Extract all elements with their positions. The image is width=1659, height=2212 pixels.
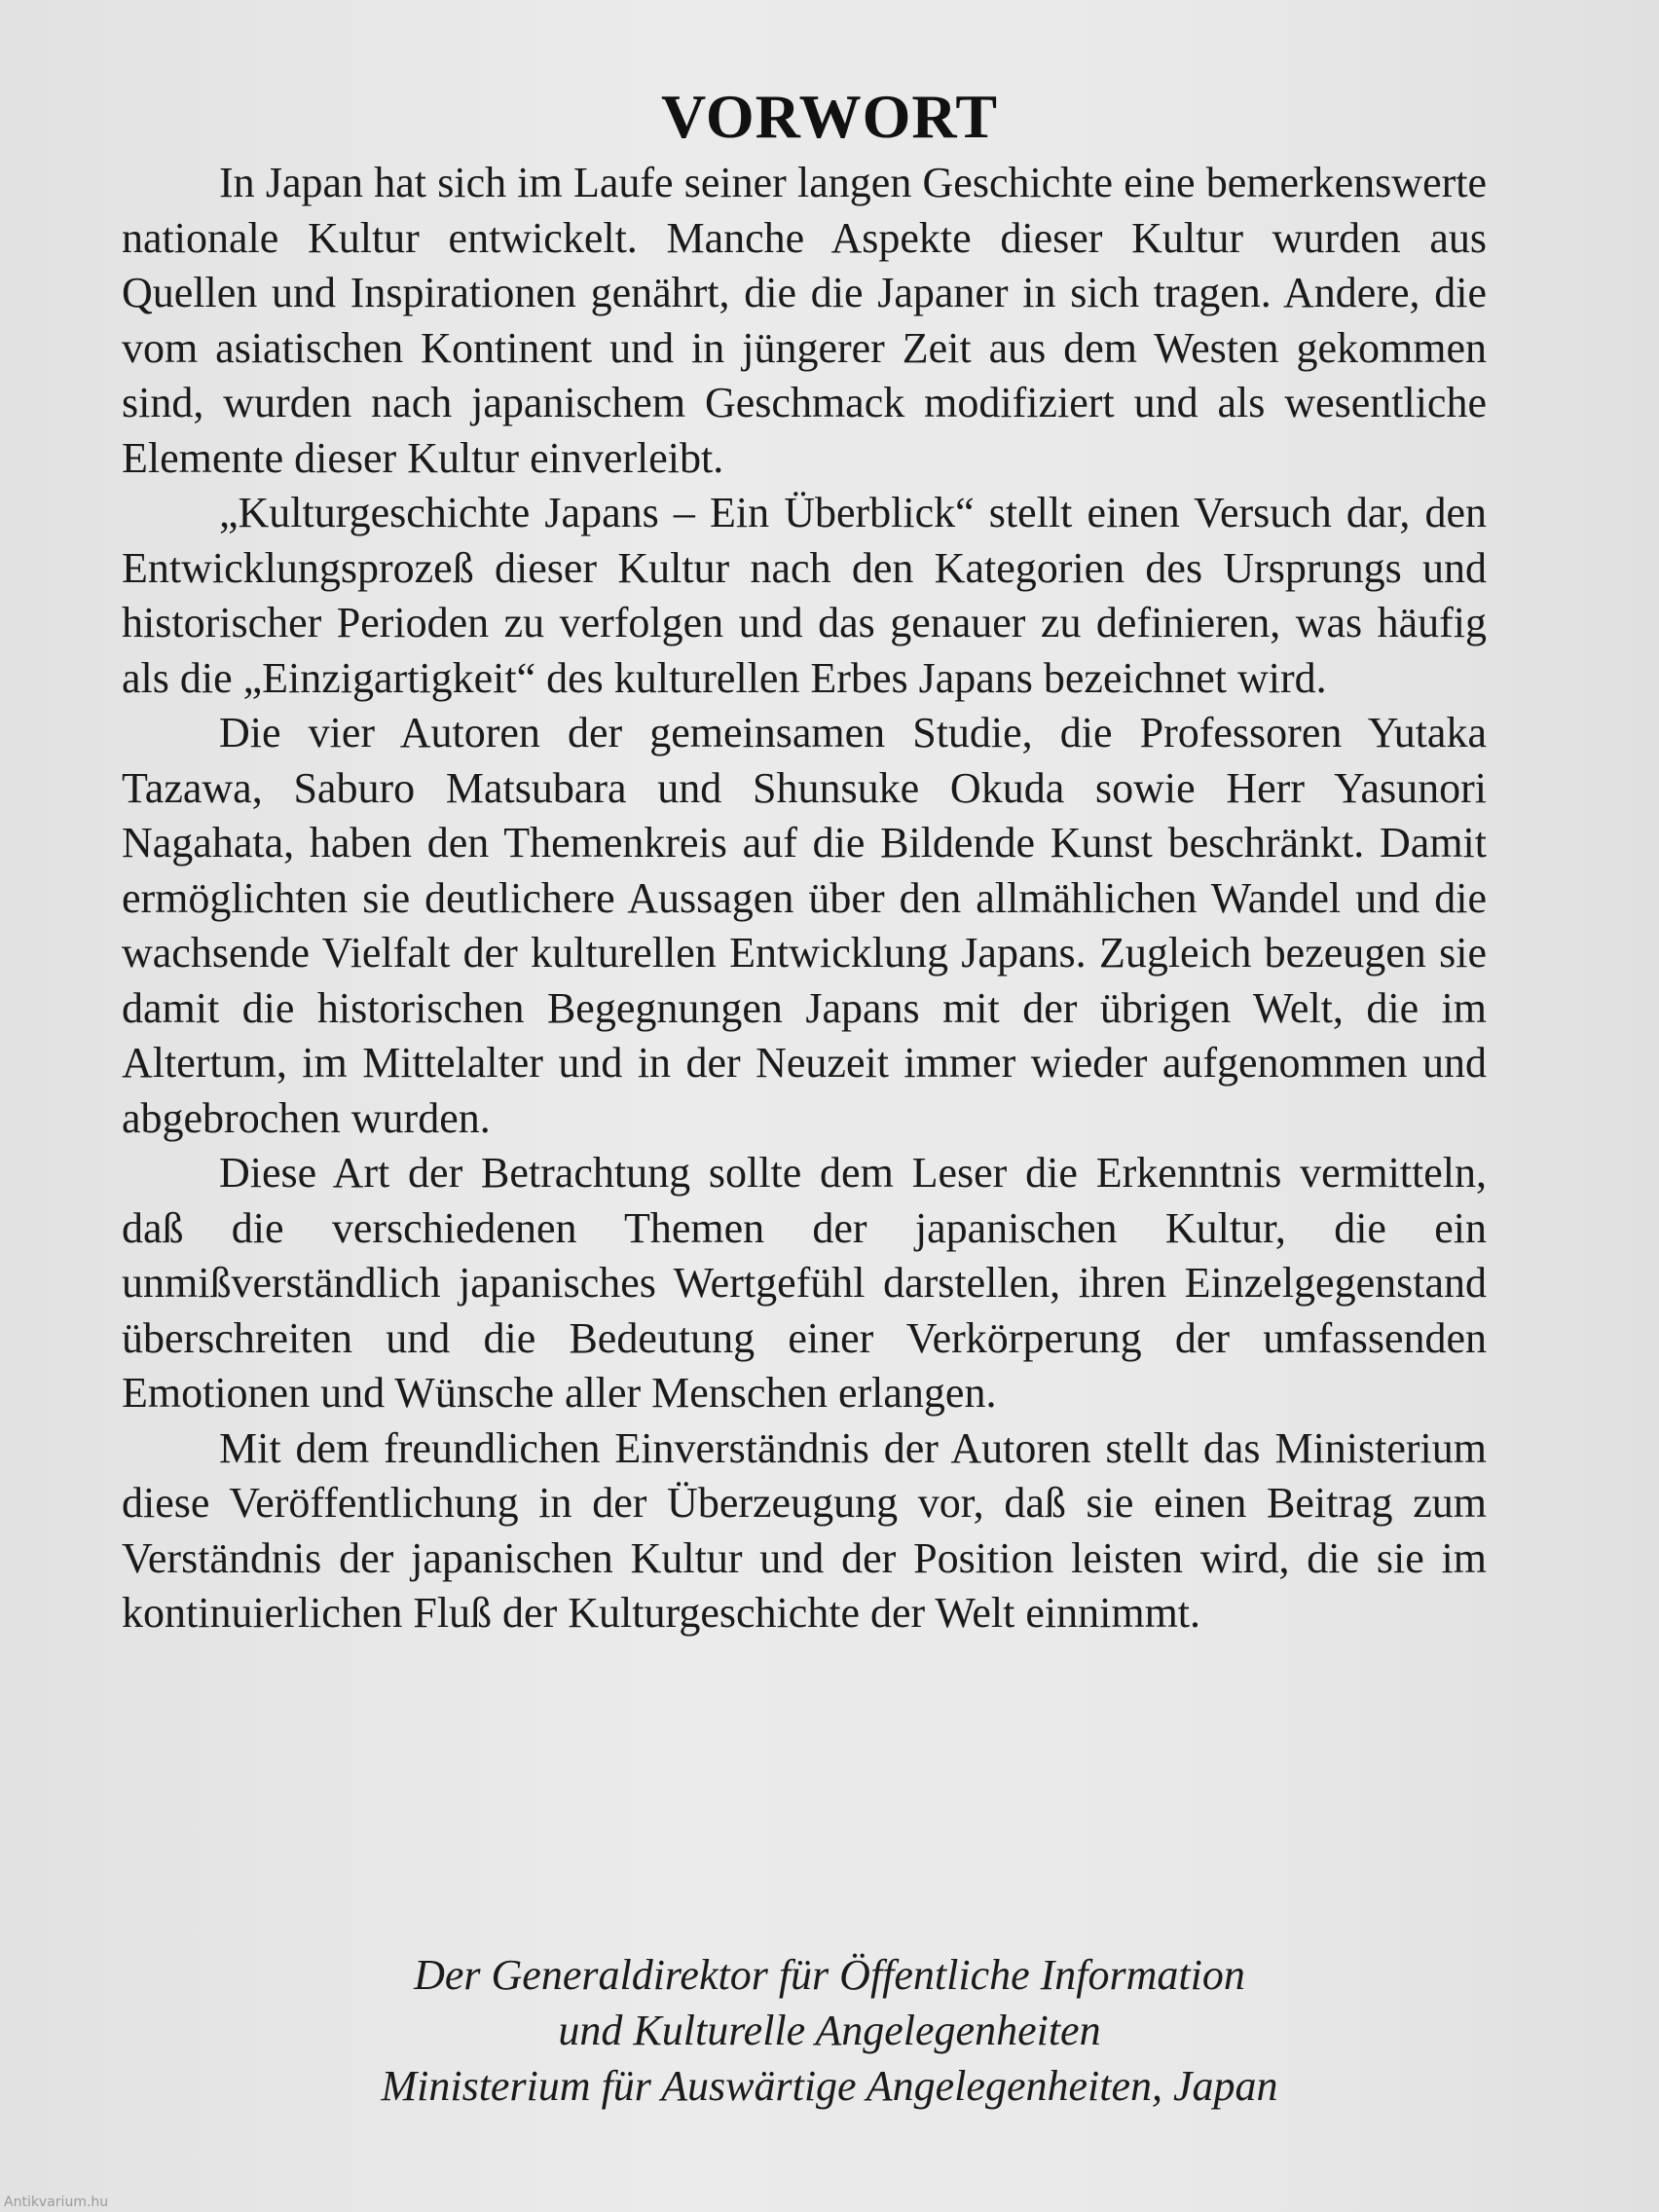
paragraph-3: Die vier Autoren der gemeinsamen Studie, die Professoren Yutaka Tazawa, Saburo Matsubara und Shunsuke Okuda sowie Herr Yasunori Nagahata, haben den Themenkreis auf die Bildende Kunst beschränkt. Damit ermöglichten sie deutlichere Aussagen über den allmählichen Wandel und die wachsende Vielfalt der kulturellen Entwicklung Japans. Zugleich bezeugen sie damit die historischen Begegnungen Japans mit der übrigen Welt, die im Altertum, im Mittelalter und in der Neuzeit immer wieder aufgenommen und abgebrochen wurden. xyxy=(122,709,1487,1142)
signature-line-1: Der Generaldirektor für Öffentliche Information xyxy=(414,1951,1245,1999)
paragraph-5: Mit dem freundlichen Einverständnis der Autoren stellt das Ministerium diese Veröffentlichung in der Überzeugung vor, daß sie einen Beitrag zum Verständnis der japanischen Kultur und der Position leisten wird, die sie im kontinuierlichen Fluß der Kulturgeschichte der Welt einnimmt. xyxy=(122,1423,1487,1637)
paragraph-1: In Japan hat sich im Laufe seiner langen Geschichte eine bemerkenswerte nationale Kultur entwickelt. Manche Aspekte dieser Kultur wurden aus Quellen und Inspirationen genährt, die die Japaner in sich tragen. Andere, die vom asiatischen Kontinent und in jüngerer Zeit aus dem Westen gekommen sind, wurden nach japanischem Geschmack modifiziert und als wesentliche Elemente dieser Kultur einverleibt. xyxy=(122,159,1487,482)
page-title: VORWORT xyxy=(660,82,999,151)
watermark: Antikvarium.hu xyxy=(4,2194,109,2210)
signature-line-3: Ministerium für Auswärtige Angelegenheiten, Japan xyxy=(381,2062,1278,2110)
signature-block xyxy=(0,1947,1659,2114)
paragraph-4: Diese Art der Betrachtung sollte dem Leser die Erkenntnis vermitteln, daß die verschiedenen Themen der japanischen Kultur, die ein unmißverständlich japanisches Wertgefühl darstellen, ihren Einzelgegenstand überschreiten und die Bedeutung einer Verkörperung der umfassenden Emotionen und Wünsche aller Menschen erlangen. xyxy=(122,1149,1487,1417)
paragraph-2: „Kulturgeschichte Japans – Ein Überblick“ stellt einen Versuch dar, den Entwicklungsprozeß dieser Kultur nach den Kategorien des Ursprungs und historischer Perioden zu verfolgen und das genauer zu definieren, was häufig als die „Einzigartigkeit“ des kulturellen Erbes Japans bezeichnet wird. xyxy=(122,489,1487,702)
foreword-body xyxy=(122,156,1487,1641)
signature-line-2: und Kulturelle Angelegenheiten xyxy=(558,2007,1101,2054)
